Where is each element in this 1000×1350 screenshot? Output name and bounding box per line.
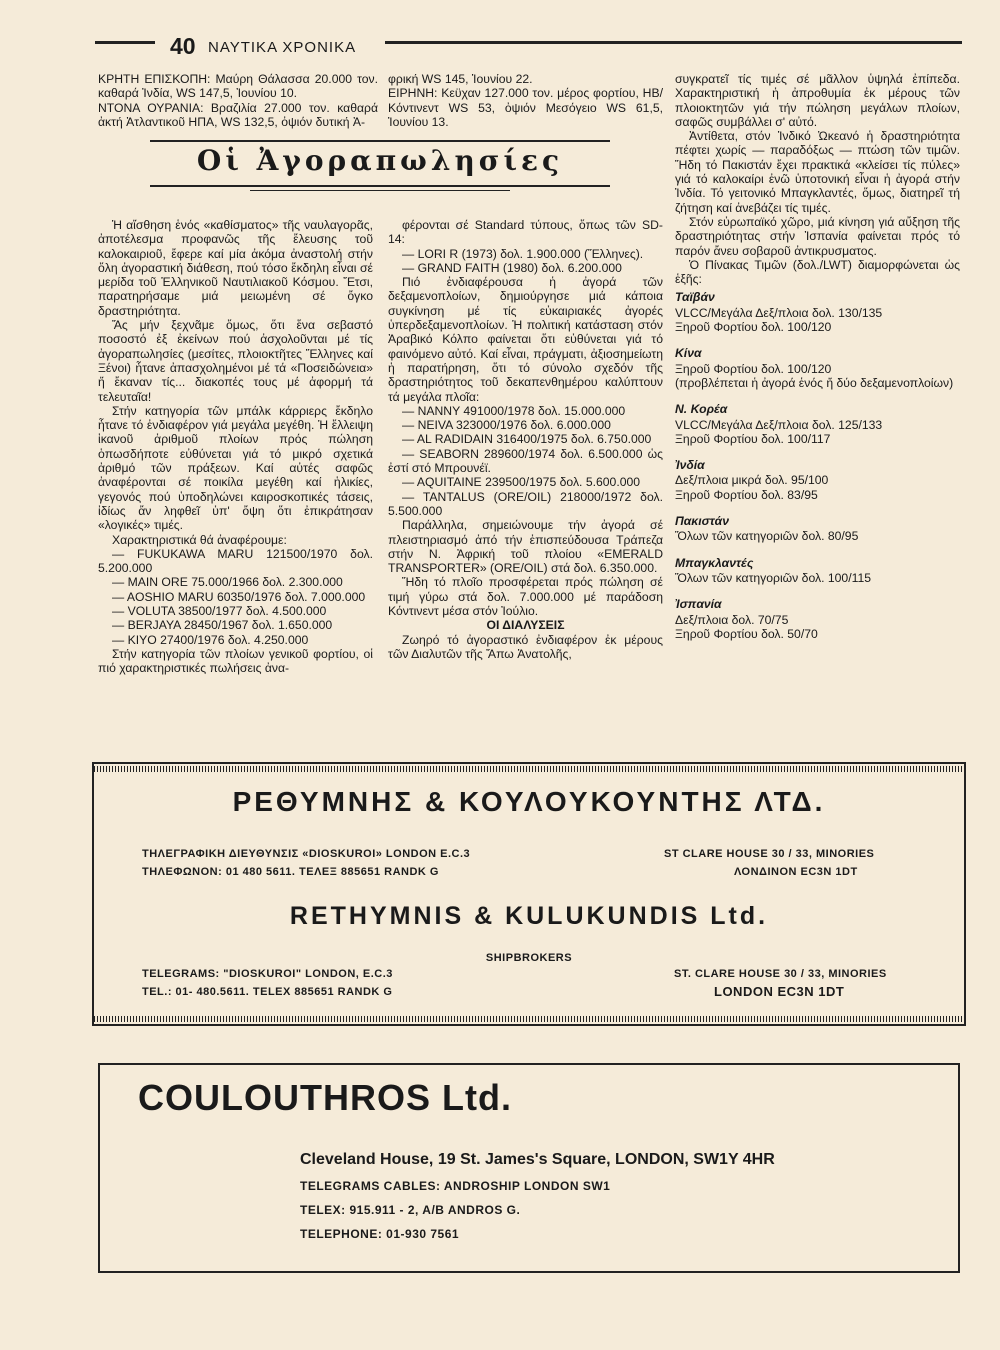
top-middle-entry: φρική WS 145, Ἰουνίου 22.: [388, 72, 533, 86]
paragraph: Ἄς μήν ξεχνᾶμε ὅμως, ὅτι ἕνα σεβαστό ποσοστό ἐξ ἐκείνων πού ἀσχολοῦνται μέ τίς ἀγοραπωλησίες (μεσίτες, πλοιοκτῆτες Ἕλληνες καί Ξένοι) ἦτανε ἀπασχολημένοι μέ τά «Ποσειδώνεια» ἤ ἔκαναν τίς... διακοπές τους μέ ἀφορμή τά τελευταῖα!: [98, 318, 373, 404]
region-name: Μπαγκλαντές: [675, 555, 754, 570]
price-region: [675, 458, 960, 502]
column-3: [675, 72, 960, 641]
price-region: [675, 290, 960, 334]
region-name: Ταϊβάν: [675, 290, 715, 305]
paragraph: Στήν κατηγορία τῶν μπάλκ κάρριερς ἔκδηλο ἦτανε τό ἐνδιαφέρον γιά μεγάλα μεγέθη. Ἡ ἔλλειψη ἱκανοῦ ἀριθμοῦ πλοίων πρός πώληση ὁπωσδήποτε εὐθύνεται γιά τό μικρό σχετικά ἀριθμό τῶν πράξεων. Καί αὐτές σαφῶς ἀναφέρονται σέ ποικίλα μεγέθη καί ἡλικίες, γεγονός πού ὑποδηλώνει καιροσκοπικές τάσεις, ἰδίως ἄν ληφθεῖ ὑπ' ὄψη ὅτι ἐπικράτησαν «λογικές» τιμές.: [98, 403, 373, 533]
price-line: Δεξ/πλοια μικρά δολ. 95/100: [675, 473, 829, 488]
ad-coulouthros-telex: TELEX: 915.911 - 2, A/B ANDROS G.: [300, 1203, 521, 1217]
sale-entry: — AQUITAINE 239500/1975 δολ. 5.600.000: [402, 475, 641, 490]
ad-border-top-pattern: [94, 766, 964, 772]
section-subhead: ΟΙ ΔΙΑΛΥΣΕΙΣ: [486, 618, 565, 633]
region-name: Πακιστάν: [675, 514, 729, 529]
price-line: Ξηροῦ Φορτίου δολ. 83/95: [675, 487, 818, 502]
paragraph: Χαρακτηριστικά θά ἀναφέρουμε:: [112, 532, 287, 547]
title-rule-bottom: [150, 185, 610, 187]
sale-entry: — NEIVA 323000/1976 δολ. 6.000.000: [402, 418, 611, 433]
price-line: Ὅλων τῶν κατηγοριῶν δολ. 100/115: [675, 570, 872, 585]
sale-entry: — MAIN ORE 75.000/1966 δολ. 2.300.000: [112, 575, 343, 590]
column-1: [98, 218, 373, 676]
ad-coulouthros: [98, 1063, 960, 1273]
sale-entry: — NANNY 491000/1978 δολ. 15.000.000: [402, 403, 626, 418]
paragraph: Παράλληλα, σημειώνουμε τήν ἀγορά σέ πλειστηριασμό ἀπό τήν ἐπισπεύδουσα Τράπεζα στήν Ν. Ἀφρική τοῦ πλοίου «EMERALD TRANSPORTER» (ORE/OIL) στά δολ. 6.350.000.: [388, 518, 663, 576]
region-name: Ν. Κορέα: [675, 402, 728, 417]
ad-greek-phone: ΤΗΛΕΦΩΝΟΝ: 01 480 5611. ΤΕΛΕΞ 885651 RANDK G: [142, 866, 439, 878]
paragraph: Πιό ἐνδιαφέρουσα ἡ ἀγορά τῶν δεξαμενοπλοίων, δημιούργησε μιά κάποια συγκίνηση μέ τίς εὐκαιριακές ἀγορές ὑπερδεξαμενοπλοίων. Ἡ πολιτική κατάσταση στόν Ἀραβικό Κόλπο φαίνεται ὅτι εὐθύνεται γιά τό φαινόμενο αὐτό. Καί εἶναι, πράγματι, ἀξιοσημείωτη ἡ παρατήρηση, ὅτι τό σύνολο σχεδόν τῆς δραστηριότητος τοῦ δεκαπενθημέρου καλύπτουν τά μεγάλα πλοῖα:: [388, 275, 663, 404]
ad-coulouthros-address: Cleveland House, 19 St. James's Square, LONDON, SW1Y 4HR: [300, 1151, 775, 1168]
paragraph: Στήν κατηγορία τῶν πλοίων γενικοῦ φορτίου, οἱ πιό χαρακτηριστικές πωλήσεις ἀνα-: [98, 646, 373, 676]
sale-entry: — AOSHIO MARU 60350/1976 δολ. 7.000.000: [112, 589, 366, 604]
ad-border-bottom-pattern: [94, 1016, 964, 1022]
price-line: Ὅλων τῶν κατηγοριῶν δολ. 80/95: [675, 529, 859, 544]
sale-entry: — LORI R (1973) δολ. 1.900.000 (Ἕλληνες).: [402, 246, 644, 261]
price-region: [675, 346, 960, 390]
ad-coulouthros-name: COULOUTHROS Ltd.: [138, 1077, 512, 1118]
column-2: [388, 218, 663, 661]
paragraph: συγκρατεῖ τίς τιμές σέ μᾶλλον ὑψηλά ἐπίπεδα. Χαρακτηριστική ἡ ἀπροθυμία ἐκ μέρους τῶν πλοιοκτητῶν γιά τήν πώληση μεγάλων πλοίων, σαφῶς συμβάλλει σ' αὐτό.: [675, 72, 960, 129]
title-rule-bottom-thin: [250, 190, 510, 191]
top-left-block: [98, 72, 378, 129]
ad-shipbrokers: SHIPBROKERS: [485, 952, 573, 964]
ad-greek-address-line2: ΛΟΝΔΙΝΟΝ EC3N 1DT: [734, 866, 858, 878]
price-line: VLCC/Μεγάλα Δεξ/πλοια δολ. 125/133: [675, 417, 883, 432]
ad-english-telegrams: TELEGRAMS: "DIOSKUROI" LONDON, E.C.3: [142, 968, 393, 980]
ad-english-telephone: TEL.: 01- 480.5611. TELEX 885651 RANDK G: [142, 986, 393, 998]
region-name: Ἰνδία: [675, 458, 705, 473]
ad-greek-telegraphic-address: ΤΗΛΕΓΡΑΦΙΚΗ ΔΙΕΥΘΥΝΣΙΣ «DIOSKUROI» LONDON E.C.3: [142, 848, 471, 860]
sale-entry: — BERJAYA 28450/1967 δολ. 1.650.000: [112, 618, 333, 633]
ad-english-company-name: RETHYMNIS & KULUKUNDIS Ltd.: [289, 902, 769, 930]
sale-entry: — GRAND FAITH (1980) δολ. 6.200.000: [402, 260, 622, 275]
top-left-entry: ΚΡΗΤΗ ΕΠΙΣΚΟΠΗ: Μαύρη Θάλασσα 20.000 τον. καθαρά Ἰνδία, WS 147,5, Ἰουνίου 10.: [98, 72, 378, 101]
paragraph: Στόν εὐρωπαϊκό χῶρο, μιά κίνηση γιά αὔξηση τῆς δραστηριότητας στήν Ἰσπανία φαίνεται πρός τό παρόν ἄνευ σοβαροῦ ἀντικρυσματος.: [675, 214, 960, 258]
header-rule-right: [385, 41, 962, 44]
title-rule-top: [150, 140, 610, 142]
paragraph: Ὁ Πίνακας Τιμῶν (δολ./LWT) διαμορφώνεται ὡς ἑξῆς:: [675, 257, 960, 287]
article-title: Οἱ Ἀγοραπωλησίες: [196, 144, 564, 177]
ad-coulouthros-telephone: TELEPHONE: 01-930 7561: [300, 1227, 460, 1241]
price-line: Ξηροῦ Φορτίου δολ. 50/70: [675, 626, 818, 641]
price-line: (προβλέπεται ἡ ἀγορά ἑνός ἤ δύο δεξαμενοπλοίων): [675, 375, 954, 390]
ad-greek-address-line1: ST CLARE HOUSE 30 / 33, MINORIES: [664, 848, 875, 860]
price-line: Ξηροῦ Φορτίου δολ. 100/120: [675, 320, 832, 335]
price-line: Ξηροῦ Φορτίου δολ. 100/117: [675, 431, 831, 446]
sale-entry: — AL RADIDAIN 316400/1975 δολ. 6.750.000: [402, 432, 652, 447]
price-line: Ξηροῦ Φορτίου δολ. 100/120: [675, 361, 832, 376]
region-name: Ἰσπανία: [675, 597, 722, 612]
ad-english-address-line2: LONDON EC3N 1DT: [714, 984, 845, 999]
paragraph: Ἀντίθετα, στόν Ἰνδικό Ὠκεανό ἡ δραστηριότητα πέφτει χωρίς — παραδόξως — πτώση τῶν τιμῶν. Ἤδη τό Πακιστάν ἔχει πρακτικά «κλείσει τίς πύλες» γιά τό καλοκαίρι ἐνῶ ὑποτονική εἶναι ἡ ἀγορά στήν Ἰνδία. Τό γειτονικό Μπαγκλαντές, ὅμως, διατηρεῖ τή ζήτηση καί ἀνεβάζει τίς τιμές.: [675, 129, 960, 215]
price-region: [675, 556, 960, 586]
region-name: Κίνα: [675, 346, 702, 361]
price-region: [675, 514, 960, 544]
top-middle-block: [388, 72, 663, 129]
header-rule-left: [95, 41, 155, 44]
paragraph: Ἤδη τό πλοῖο προσφέρεται πρός πώληση σέ τιμή γύρω στά δολ. 7.000.000 μέ παράδοση Κόντινεντ μέσα στόν Ἰούλιο.: [388, 575, 663, 619]
sale-entry: — KIYO 27400/1976 δολ. 4.250.000: [112, 632, 309, 647]
running-title: ΝΑΥΤΙΚΑ ΧΡΟΝΙΚΑ: [208, 39, 357, 56]
ad-rethymnis-kulukundis: [92, 762, 966, 1026]
top-middle-entry: ΕΙΡΗΝΗ: Κεϋχαν 127.000 τον. μέρος φορτίου, ΗΒ/Κόντινεντ WS 53, ὀψιόν Μεσόγειο WS 61,5, Ἰουνίου 13.: [388, 86, 663, 129]
ad-coulouthros-telegrams: TELEGRAMS CABLES: ANDROSHIP LONDON SW1: [300, 1179, 611, 1193]
top-left-entry: ΝΤΟΝΑ ΟΥΡΑΝΙΑ: Βραζιλία 27.000 τον. καθαρά ἀκτή Ἀτλαντικοῦ ΗΠΑ, WS 132,5, ὀψιόν δυτική Ἀ-: [98, 100, 378, 129]
paragraph: Ἡ αἴσθηση ἑνός «καθίσματος» τῆς ναυλαγορᾶς, ἀποτέλεσμα προφανῶς τῆς ἔλευσης τοῦ καλοκαιριοῦ, ἔφερε καί μία ἀκόμα ἀναστολή στήν ὅλη ἀγοραστική διάθεση, πού τόσο ἔκδηλη εἶναι σέ μερίδα τοῦ Ἑλληνικοῦ Ναυτιλιακοῦ Κόσμου. Ἔτσι, παρατηρήσαμε μιά μειωμένη σέ ὄγκο δραστηριότητα.: [98, 218, 373, 318]
page-number: 40: [170, 33, 196, 59]
ad-greek-company-name: ΡΕΘΥΜΝΗΣ & ΚΟΥΛΟΥΚΟΥΝΤΗΣ ΛΤΔ.: [232, 786, 826, 817]
price-line: Δεξ/πλοια δολ. 70/75: [675, 612, 789, 627]
sale-entry: — SEABORN 289600/1974 δολ. 6.500.000 ὡς ἐστί στό Μπρουνέϊ.: [388, 446, 663, 476]
price-region: [675, 402, 960, 446]
price-line: VLCC/Μεγάλα Δεξ/πλοια δολ. 130/135: [675, 305, 883, 320]
sale-entry: — VOLUTA 38500/1977 δολ. 4.500.000: [112, 604, 327, 619]
sale-entry: — FUKUKAWA MARU 121500/1970 δολ. 5.200.000: [98, 546, 373, 576]
ad-english-address-line1: ST. CLARE HOUSE 30 / 33, MINORIES: [674, 968, 887, 980]
paragraph: Ζωηρό τό ἀγοραστικό ἐνδιαφέρον ἐκ μέρους τῶν Διαλυτῶν τῆς Ἄπω Ἀνατολῆς,: [388, 632, 663, 661]
price-region: [675, 597, 960, 641]
sale-entry: — TANTALUS (ORE/OIL) 218000/1972 δολ. 5.500.000: [388, 489, 663, 518]
paragraph: φέρονται σέ Standard τύπους, ὅπως τῶν SD-14:: [388, 218, 663, 247]
